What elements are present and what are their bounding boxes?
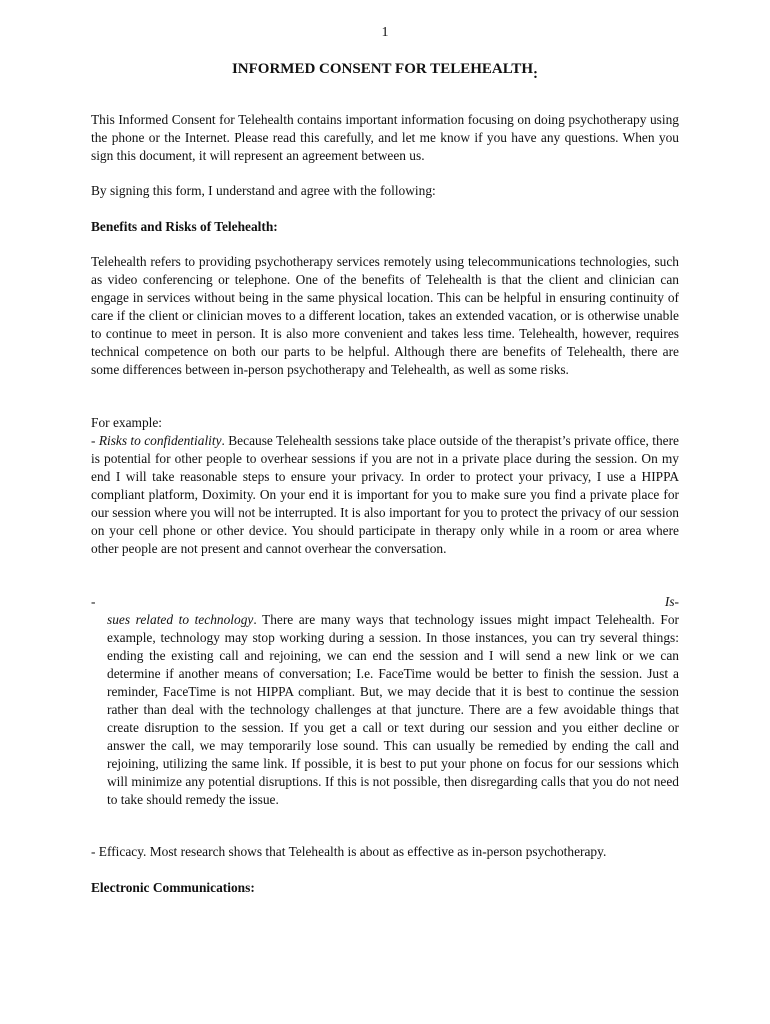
benefits-paragraph: Telehealth refers to providing psychotherapy services remotely using telecommunications technologies, such as video conferencing or telephone. One of the benefits of Telehealth is that the client and clinician can engage in services without being in the same physical location. This can be helpful in ensuring continuity of care if the client or clinician moves to a different location, takes an extended vacation, or is otherwise unable to continue to meet in person. It is also more convenient and takes less time. Telehealth, however, requires technical competence on both our parts to be helpful. Although there are benefits of Telehealth, there are some differences between in-person psychotherapy and Telehealth, as well as some risks. xyxy=(91,254,679,377)
technology-dash: - xyxy=(91,594,96,609)
technology-label-start: Is- xyxy=(664,594,679,609)
technology-text: . There are many ways that technology issues might impact Telehealth. For example, technology may stop working during a session. In those instances, you can try several things: ending the existing call and rejoining, we can end the session and I will send a new link or we can determine if another means of conversation; I.e. FaceTime would be better to finish the session. Just a reminder, FaceTime is not HIPPA compliant. But, we may decide that it is best to continue the session rather than deal with the technology challenges at that juncture. There are a few avoidable things that create disruption to the session. If you get a call or text during our session and you either decline or answer the call, we may temporarily lose sound. This can usually be remedied by ending the call and rejoining, utilizing the same link. If possible, it is best to put your phone on focus for our sessions which will minimize any potential disruptions. If this is not possible, then disregarding calls that you do not need to take should remedy the issue. xyxy=(107,612,679,807)
title-colon: : xyxy=(533,66,539,82)
title-text: INFORMED CONSENT FOR TELEHEALTH xyxy=(231,61,534,77)
confidentiality-text: . Because Telehealth sessions take place outside of the therapist’s private office, there is potential for other people to overhear sessions if you are not in a private place during the session. On my end I will take reasonable steps to ensure your privacy. In order to protect your privacy, I use a HIPPA compliant platform, Doximity. On your end it is important for you to make sure you find a private place for our session where you will not be interrupted. It is also important for you to protect the privacy of our session on your cell phone or other device. You should participate in therapy only while in a room or area where other people are not present and cannot overhear the conversation. xyxy=(91,433,679,556)
intro-paragraph: This Informed Consent for Telehealth contains important information focusing on doing psychotherapy using the phone or the Internet. Please read this carefully, and let me know if you have any questions. When you sign this document, it will represent an agreement between us. xyxy=(91,112,679,163)
confidentiality-paragraph xyxy=(91,432,679,558)
for-example-label: For example: xyxy=(91,415,163,430)
document-title xyxy=(0,60,770,82)
efficacy-paragraph: - Efficacy. Most research shows that Telehealth is about as effective as in-person psychotherapy. xyxy=(91,844,607,859)
confidentiality-label: Risks to confidentiality xyxy=(98,433,222,448)
agreement-statement: By signing this form, I understand and agree with the following: xyxy=(91,183,436,198)
confidentiality-section xyxy=(91,414,679,558)
benefits-heading: Benefits and Risks of Telehealth: xyxy=(91,219,278,234)
confidentiality-dash: - xyxy=(91,433,99,448)
technology-paragraph xyxy=(107,611,679,809)
electronic-communications-heading: Electronic Communications: xyxy=(91,880,255,895)
technology-first-line xyxy=(91,593,679,611)
technology-label: sues related to technology xyxy=(107,612,254,627)
page-number: 1 xyxy=(381,25,389,40)
